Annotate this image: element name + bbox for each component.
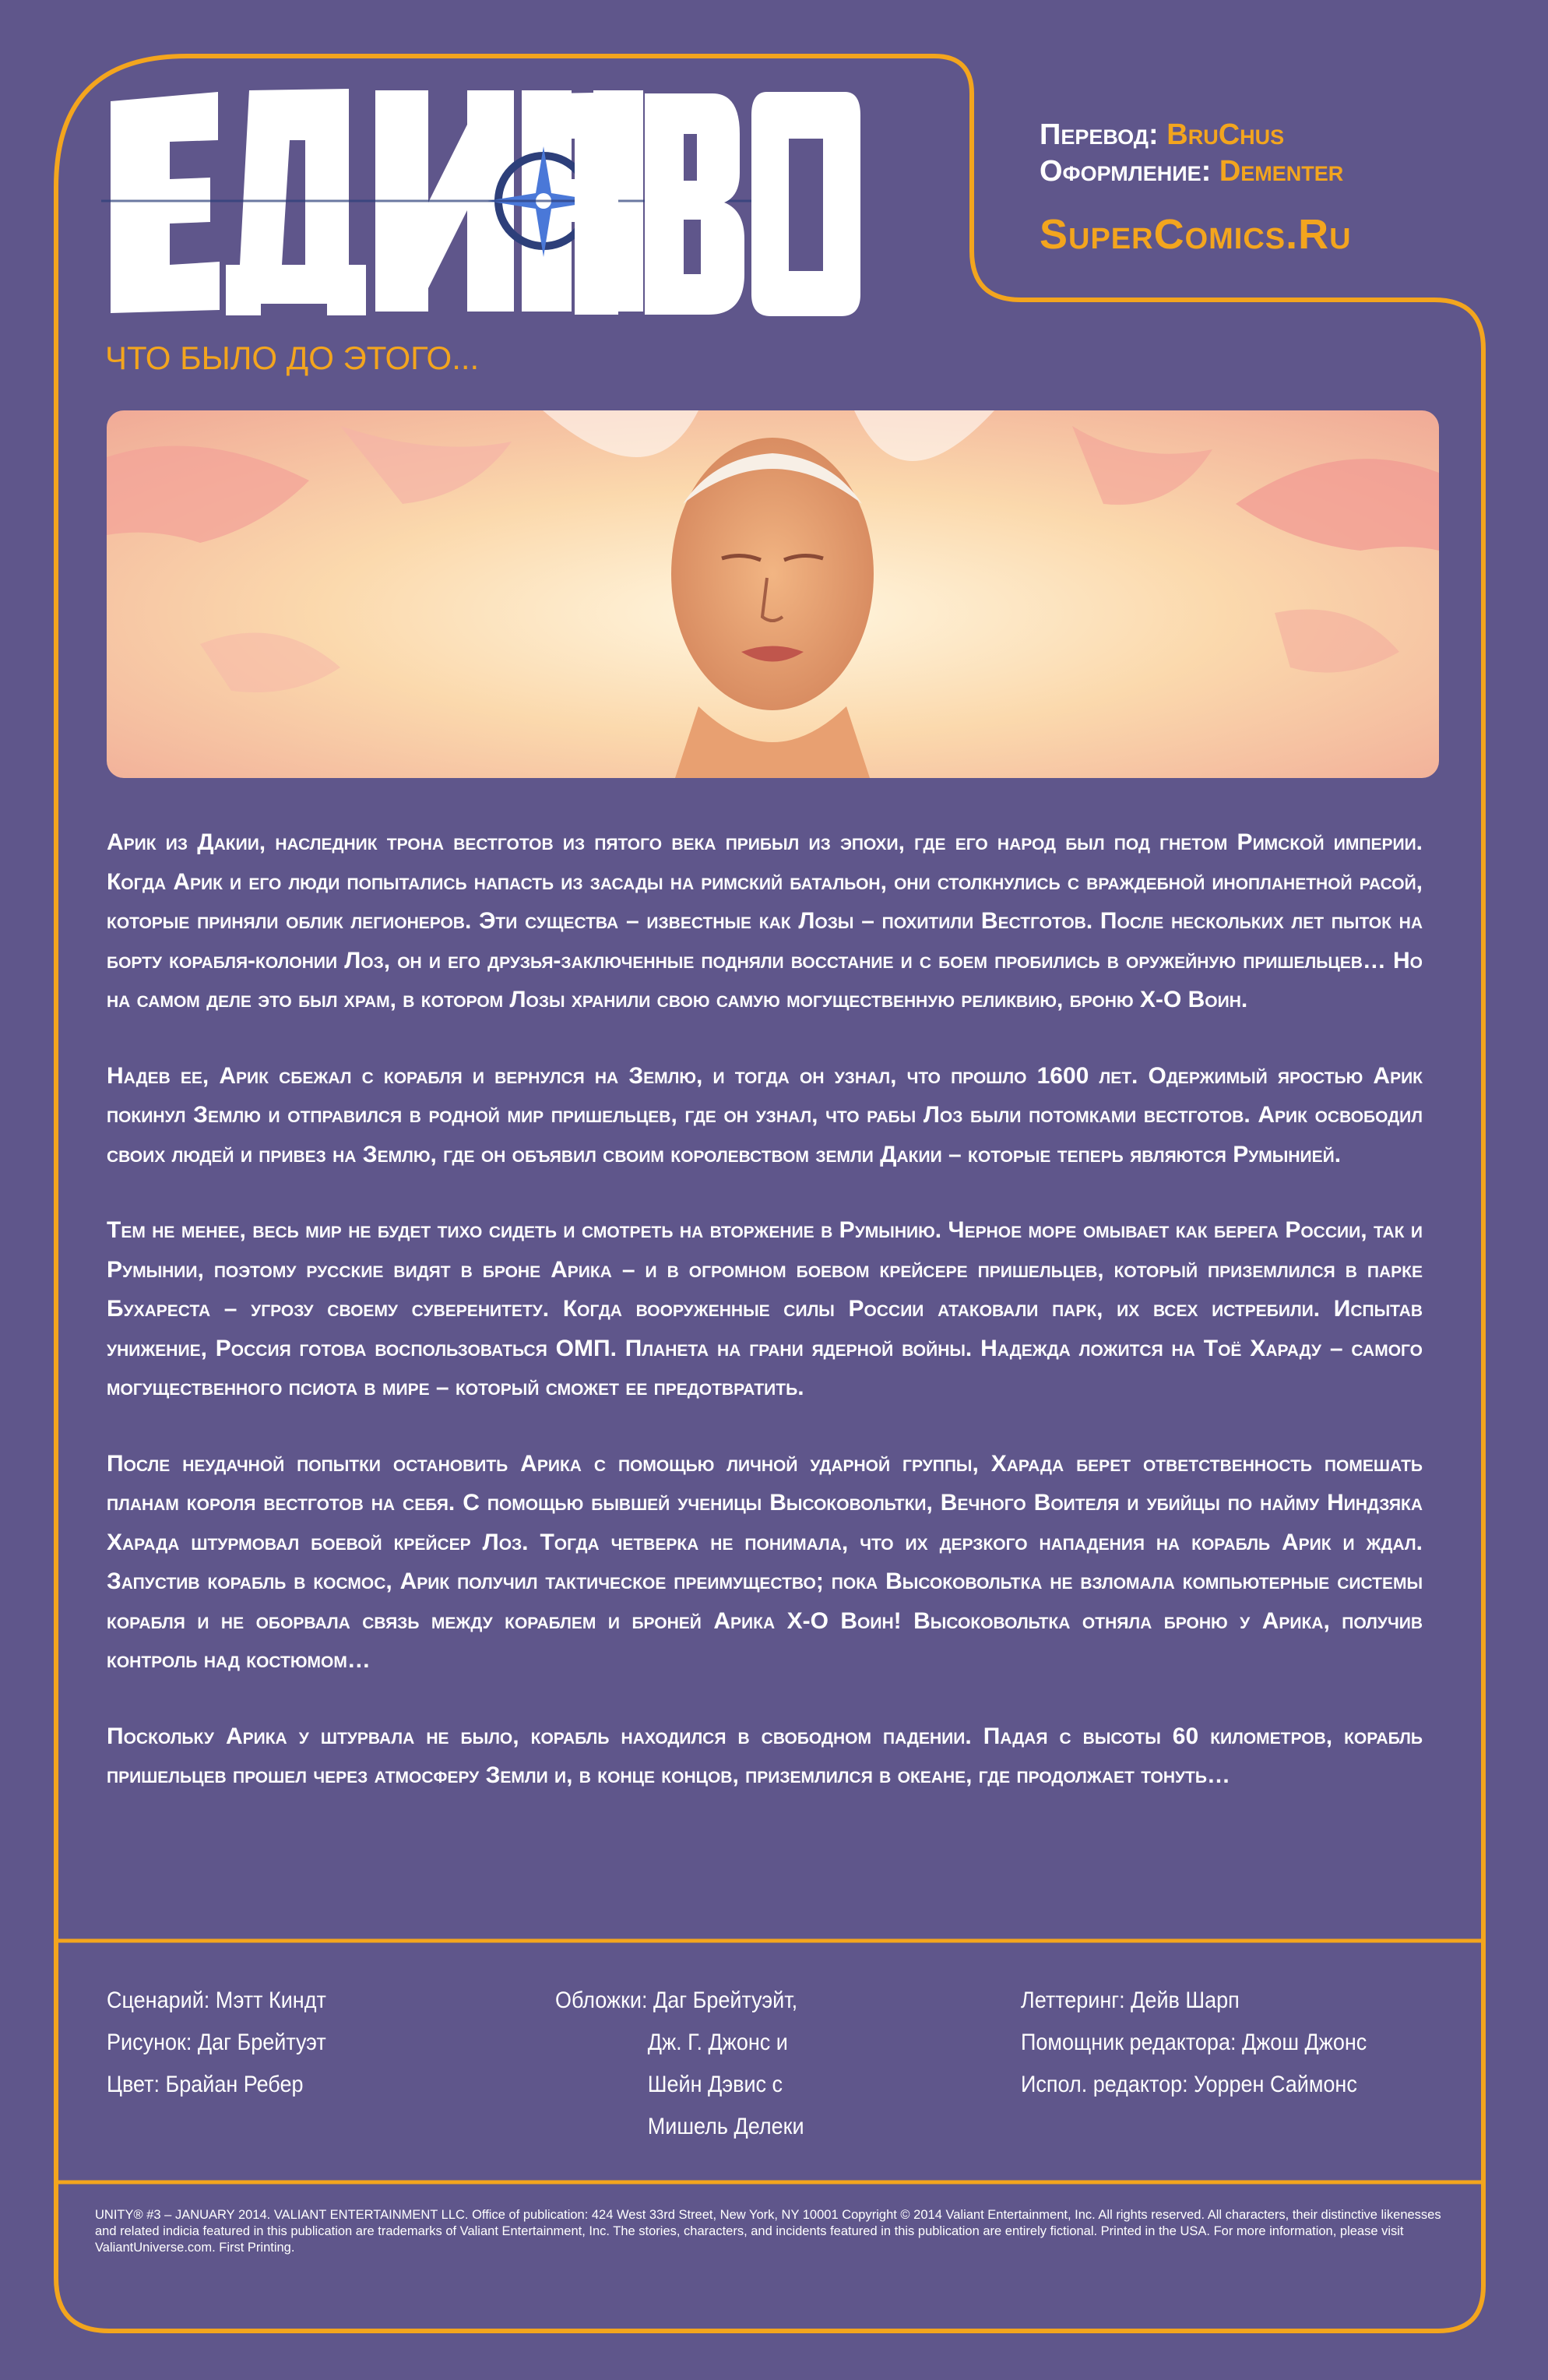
executive-editor-credit: Испол. редактор: Уоррен Саймонс — [1021, 2072, 1357, 2097]
covers-credit-cont: Шейн Дэвис с — [647, 2072, 783, 2097]
design-line — [1040, 153, 1352, 190]
writer-credit: Сценарий: Мэтт Киндт — [107, 1987, 326, 2013]
legal-indicia: UNITY® #3 – JANUARY 2014. VALIANT ENTERTAINMENT LLC. Office of publication: 424 West 33rd Street, New York, NY 10001 Copyright © 2014 Valiant Entertainment, Inc. All rights reserved. All characters, their distinctive likenesses and related indicia featured in this publication are trademarks of Valiant Entertainment, Inc. The stories, characters, and incidents featured in this publication are entirely fictional. Printed in the USA. For more information, please visit ValiantUniverse.com. First Printing. — [95, 2208, 1441, 2255]
designer-name: Dementer — [1219, 155, 1344, 188]
staff-column-1 — [107, 1980, 326, 2106]
design-label: Оформление: — [1040, 155, 1212, 188]
translation-label: Перевод: — [1040, 118, 1159, 151]
recap-title: ЧТО БЫЛО ДО ЭТОГО... — [105, 340, 480, 376]
story-paragraph: Надев ее, Арик сбежал с корабля и вернулся на Землю, и тогда он узнал, что прошло 1600 лет. Одержимый яростью Арик покинул Землю и отправился в родной мир пришельцев, где он узнал, что рабы Лоз были потомками вестготов. Арик освободил своих людей и привез на Землю, где он объявил своим королевством земли Дакии – которые теперь являются Румынией. — [107, 1062, 1423, 1167]
staff-column-3 — [1021, 1980, 1367, 2106]
covers-credit-cont: Мишель Делеки — [647, 2114, 804, 2139]
assistant-editor-credit: Помощник редактора: Джош Джонс — [1021, 2030, 1367, 2055]
colorist-credit: Цвет: Брайан Ребер — [107, 2072, 304, 2097]
story-paragraph: Поскольку Арика у штурвала не было, корабль находился в свободном падении. Падая с высоты 60 километров, корабль пришельцев прошел через атмосферу Земли и, в конце концов, приземлился в океане, где продолжает тонуть… — [107, 1723, 1423, 1788]
translator-name: BruChus — [1166, 118, 1285, 151]
cover-artwork — [107, 410, 1439, 778]
logo-letter-o — [751, 92, 860, 318]
covers-credit-cont: Дж. Г. Джонс и — [647, 2030, 788, 2055]
letterer-credit: Леттеринг: Дейв Шарп — [1021, 1987, 1240, 2013]
artist-credit: Рисунок: Даг Брейтуэт — [107, 2030, 326, 2055]
staff-column-2 — [555, 1980, 804, 2148]
story-paragraph: После неудачной попытки остановить Арика с помощью личной ударной группы, Харада берет ответственность помешать планам короля вестготов на себя. С помощью бывшей ученицы Высоковольтки, Вечного Воителя и убийцы по найму Ниндзяка Харада штурмовал боевой крейсер Лоз. Тогда четверка не понимала, что их дерзкого нападения на корабль Арик и ждал. Запустив корабль в космос, Арик получил тактическое преимущество; пока Высоковольтка не взломала компьютерные системы корабля и не оборвала связь между кораблем и броней Арика Х-О Воин! Высоковольтка отняла броню у Арика, получив контроль над костюмом… — [107, 1450, 1423, 1673]
story-summary — [107, 823, 1423, 1833]
site-link[interactable]: SuperComics.Ru — [1040, 211, 1352, 258]
story-paragraph: Тем не менее, весь мир не будет тихо сидеть и смотреть на вторжение в Румынию. Черное море омывает как берега России, так и Румынии, поэтому русские видят в броне Арика – и в огромном боевом крейсере пришельцев, который приземлился в парке Бухареста – угрозу своему суверенитету. Когда вооруженные силы России атаковали парк, их всех истребили. Испытав унижение, Россия готова воспользоваться ОМП. Планета на грани ядерной войны. Надежда ложится на Тоё Хараду – самого могущественного псиота в мире – который сможет ее предотвратить. — [107, 1217, 1423, 1400]
translation-line — [1040, 117, 1352, 153]
covers-credit: Обложки: Даг Брейтуэйт, — [555, 1987, 798, 2013]
story-paragraph: Арик из Дакии, наследник трона вестготов из пятого века прибыл из эпохи, где его народ был под гнетом Римской империи. Когда Арик и его люди попытались напасть из засады на римский батальон, они столкнулись с враждебной инопланетной расой, которые приняли облик легионеров. Эти существа – известные как Лозы – похитили Вестготов. После нескольких лет пыток на борту корабля-колонии Лоз, он и его друзья-заключенные подняли восстание и с боем пробились в оружейную пришельцев… Но на самом деле это был храм, в котором Лозы хранили свою самую могущественную реликвию, броню Х-О Воин. — [107, 829, 1423, 1012]
translation-credits — [1040, 117, 1352, 258]
